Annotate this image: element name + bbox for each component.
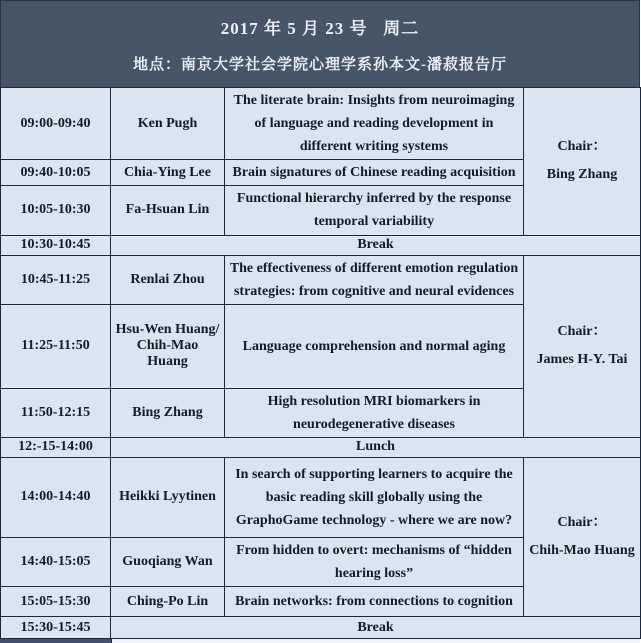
session-speaker: Chia-Ying Lee [111,160,225,186]
session-title: Brain signatures of Chinese reading acquisition [225,160,524,186]
date-line: 2017 年 5 月 23 号 周二 [220,19,420,39]
session-time: 14:40-15:05 [1,537,111,586]
session-title: The literate brain: Insights from neuroimaging of language and reading development in different writing systems [225,88,524,160]
lunch-time: 12:-15-14:00 [1,437,111,457]
break-row [1,235,641,255]
lunch-label: Lunch [111,437,641,457]
session-speaker: Hsu-Wen Huang/ Chih-Mao Huang [111,304,225,388]
break-time: 15:30-15:45 [1,617,111,639]
chair-label: Chair： [557,324,607,340]
break-row [1,617,641,639]
day-header [0,0,640,88]
location-line: 地点：南京大学社会学院心理学系孙本文-潘菽报告厅 [133,56,507,73]
session-title: Functional hierarchy inferred by the response temporal variability [225,186,524,235]
session-speaker: Guoqiang Wan [111,537,225,586]
session-time: 10:45-11:25 [1,255,111,304]
table-row [1,457,641,537]
session-speaker: Fa-Hsuan Lin [111,186,225,235]
chair-cell [524,88,641,236]
break-time: 10:30-10:45 [1,235,111,255]
next-row-dark-cell [0,639,112,643]
session-speaker: Heikki Lyytinen [111,457,225,537]
chair-name: Chih-Mao Huang [529,543,635,559]
chair-name: James H-Y. Tai [536,352,628,368]
session-time: 15:05-15:30 [1,587,111,617]
chair-cell [524,255,641,437]
break-label: Break [111,235,641,255]
session-speaker: Ken Pugh [111,88,225,160]
chair-name: Bing Zhang [546,167,618,183]
table-row [1,88,641,160]
session-time: 11:50-12:15 [1,388,111,437]
session-speaker: Bing Zhang [111,388,225,437]
next-row-light-area [112,639,640,643]
break-label: Break [111,617,641,639]
session-time: 10:05-10:30 [1,186,111,235]
session-title: From hidden to overt: mechanisms of “hidden hearing loss” [225,537,524,586]
session-title: Language comprehension and normal aging [225,304,524,388]
session-speaker: Renlai Zhou [111,255,225,304]
next-row-cutoff [0,639,640,643]
chair-label: Chair： [557,515,607,531]
chair-label: Chair： [557,139,607,155]
session-speaker: Ching-Po Lin [111,587,225,617]
lunch-row [1,437,641,457]
session-title: In search of supporting learners to acquire the basic reading skill globally using the GraphoGame technology - where we are now? [225,457,524,537]
schedule-table [0,87,641,639]
session-time: 09:00-09:40 [1,88,111,160]
session-time: 14:00-14:40 [1,457,111,537]
chair-cell [524,457,641,616]
session-time: 09:40-10:05 [1,160,111,186]
session-time: 11:25-11:50 [1,304,111,388]
table-row [1,255,641,304]
session-title: High resolution MRI biomarkers in neurodegenerative diseases [225,388,524,437]
session-title: The effectiveness of different emotion regulation strategies: from cognitive and neural evidences [225,255,524,304]
session-title: Brain networks: from connections to cognition [225,587,524,617]
